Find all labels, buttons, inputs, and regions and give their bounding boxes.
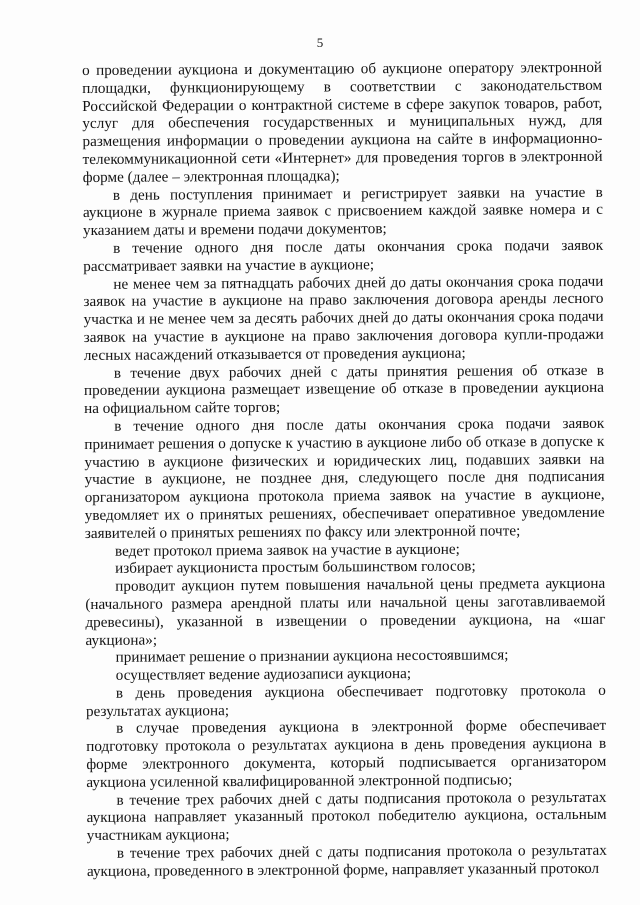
paragraph-electronic-results: в случае проведения аукциона в электронной форме обеспечивает подготовку протокола о результатах аукциона в день проведения аукциона в форме электронного документа, который подписывается организатором аукциона усиленной квалифицированной электронной подписью; bbox=[86, 717, 607, 791]
document-body bbox=[82, 59, 607, 881]
paragraph-conduct-auction: проводит аукцион путем повышения начальной цены предмета аукциона (начального размера арендной платы или начальной цены заготавливаемой древесины), указанной в извещении о проведении аукциона, на «шаг аукциона»; bbox=[85, 574, 606, 649]
paragraph-continuation: о проведении аукциона и документацию об аукционе оператору электронной площадки, функционирующему в соответствии с законодательством Российской Федерации о контрактной системе в сфере закупок товаров, работ, услуг для обеспечения государственных и муниципальных нужд, для размещения информации о проведении аукциона на сайте в информационно-телекоммуникационной сети «Интернет» для проведения торгов в электронной форме (далее – электронная площадка); bbox=[82, 58, 603, 186]
paragraph-prepare-results: в день проведения аукциона обеспечивает подготовку протокола о результатах аукциона; bbox=[85, 681, 606, 720]
paragraph-send-protocol: в течение трех рабочих дней с даты подписания протокола о результатах аукциона направляет указанный протокол победителю аукциона, остальным участникам аукциона; bbox=[86, 788, 607, 845]
paragraph-audio-recording: осуществляет ведение аудиозаписи аукциона; bbox=[115, 665, 412, 684]
paragraph-register-applications: в день поступления принимает и регистрирует заявки на участие в аукционе в журнале приема заявок с присвоением каждой заявке номера и с указанием даты и времени подачи документов; bbox=[82, 183, 603, 240]
paragraph-publish-refusal: в течение двух рабочих дней с даты принятия решения об отказе в проведении аукциона размещает извещение об отказе в проведении аукциона на официальном сайте торгов; bbox=[83, 361, 605, 418]
page-number: 5 bbox=[316, 35, 324, 50]
paragraph-refuse-auction: не менее чем за пятнадцать рабочих дней до даты окончания срока подачи заявок на участие в аукционе на право заключения договора аренды лесного участка и не менее чем за десять рабочих дней до даты окончания срока подачи заявок на участие в аукционе на право заключения договора купли-продажи лесных насаждений отказывается от проведения аукциона; bbox=[83, 272, 604, 364]
paragraph-review-applications: в течение одного дня после даты окончания срока подачи заявок рассматривает заявки на участие в аукционе; bbox=[83, 236, 604, 275]
paragraph-declare-failed: принимает решение о признании аукциона несостоявшимся; bbox=[115, 646, 509, 667]
paragraph-admission-decision: в течение одного дня после даты окончания срока подачи заявок принимает решения о допуске к участию в аукционе либо об отказе в допуске к участию в аукционе физических и юридических лиц, подавших заявки на участие в аукционе, не позднее дня, следующего после дня подписания организатором аукциона протокола приема заявок на участие в аукционе, уведомляет их о принятых решениях, обеспечивает оперативное уведомление заявителей о принятых решениях по факсу или электронной почте; bbox=[84, 414, 605, 542]
paragraph-elect-auctioneer: избирает аукциониста простым большинством голосов; bbox=[115, 557, 476, 578]
paragraph-keep-protocol: ведет протокол приема заявок на участие в аукционе; bbox=[114, 540, 460, 560]
paragraph-send-electronic-protocol: в течение трех рабочих дней с даты подписания протокола о результатах аукциона, проведенного в электронной форме, направляет указанный протокол bbox=[86, 841, 607, 880]
